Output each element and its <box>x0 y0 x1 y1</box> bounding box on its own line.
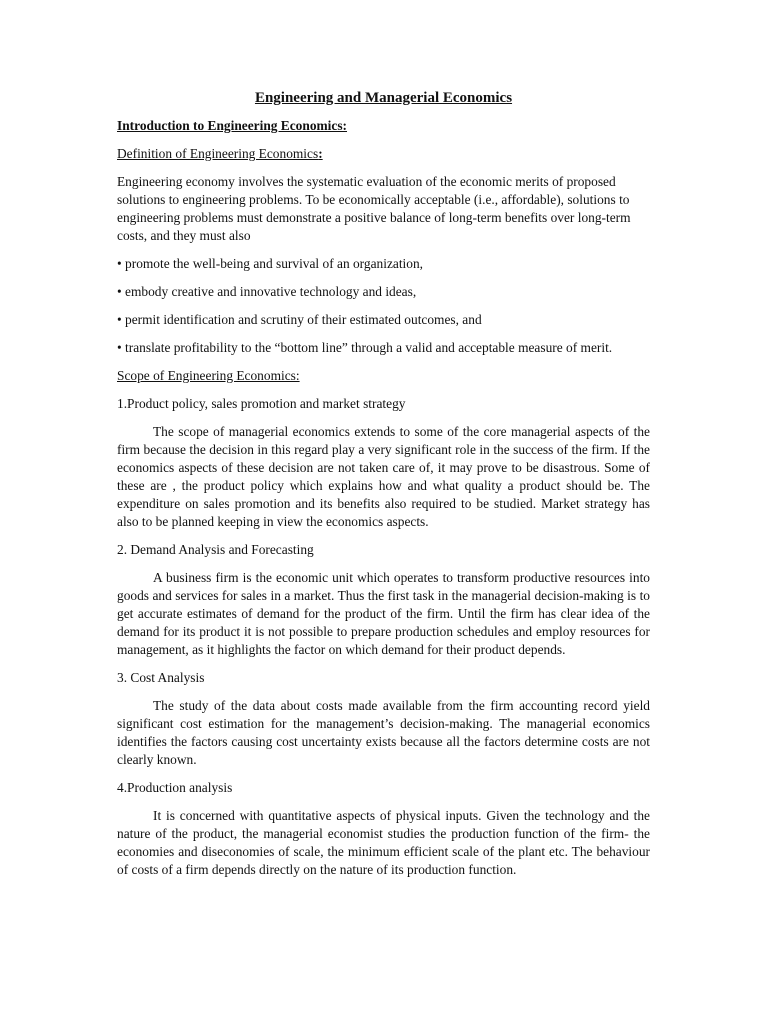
definition-heading-text: Definition of Engineering Economics <box>117 146 319 161</box>
section-paragraph: The scope of managerial economics extends to some of the core managerial aspects of the firm because the decision in this regard play a very significant role in the success of the firm. If the economics aspects of these decision are not taken care of, it may prove to be disastrous. Some of these are , the product policy which explains how and what quality a product should be. The expenditure on sales promotion and its benefits also required to be studied. Market strategy has also to be planned keeping in view the economics aspects. <box>117 424 650 529</box>
section-paragraph: It is concerned with quantitative aspects of physical inputs. Given the technology and the nature of the product, the managerial economist studies the production function of the firm- the economies and diseconomies of scale, the minimum efficient scale of the plant etc. The behaviour of costs of a firm depends directly on the nature of its production function. <box>117 808 650 877</box>
section-heading: 2. Demand Analysis and Forecasting <box>117 542 314 557</box>
section-paragraph: A business firm is the economic unit which operates to transform productive resources into goods and services for sales in a market. Thus the first task in the managerial decision-making is to get accurate estimates of demand for the product of the firm. Until the firm has clear idea of the demand for its product it is not possible to prepare production schedules and employ resources for management, as it highlights the factor on which demand for their product depends. <box>117 570 650 657</box>
document-title: Engineering and Managerial Economics <box>254 90 513 106</box>
section-heading: 3. Cost Analysis <box>117 670 205 685</box>
intro-heading: Introduction to Engineering Economics: <box>117 118 348 133</box>
section-heading: 1.Product policy, sales promotion and market strategy <box>117 396 406 411</box>
definition-heading-colon: : <box>318 146 323 161</box>
bullet-item: • promote the well-being and survival of an organization, <box>117 256 424 271</box>
section-heading: 4.Production analysis <box>117 780 233 795</box>
definition-paragraph: Engineering economy involves the systematic evaluation of the economic merits of proposed solutions to engineering problems. To be economically acceptable (i.e., affordable), solutions to engineering problems must demonstrate a positive balance of long-term benefits over long-term costs, and they must also <box>117 174 631 243</box>
bullet-item: • translate profitability to the “bottom line” through a valid and acceptable measure of merit. <box>117 340 613 355</box>
definition-heading <box>117 145 650 163</box>
section-paragraph: The study of the data about costs made available from the firm accounting record yield significant cost estimation for the management’s decision-making. The managerial economics identifies the factors causing cost uncertainty exists because all the factors determine costs are not clearly known. <box>117 698 650 767</box>
scope-heading: Scope of Engineering Economics: <box>117 368 300 383</box>
bullet-item: • permit identification and scrutiny of their estimated outcomes, and <box>117 312 482 327</box>
document-page <box>117 88 650 889</box>
bullet-item: • embody creative and innovative technology and ideas, <box>117 284 417 299</box>
